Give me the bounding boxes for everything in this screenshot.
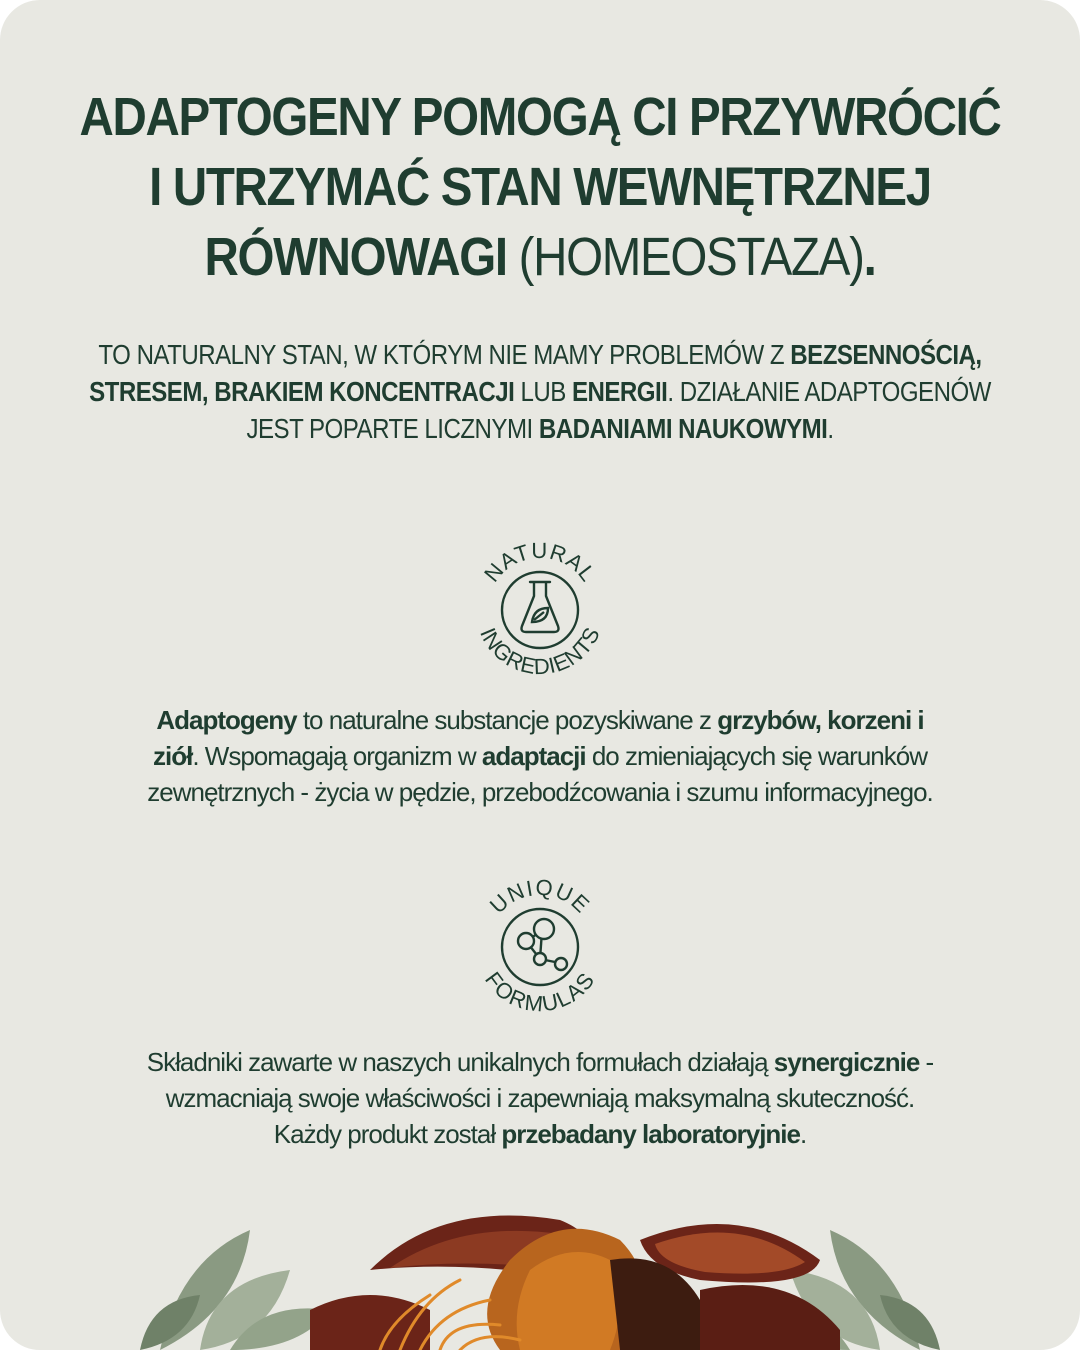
para-bold: przebadany laboratoryjnie: [501, 1119, 800, 1149]
headline-bold: RÓWNOWAGI: [204, 227, 507, 287]
badge-bottom-text: INGREDIENTS: [475, 623, 605, 680]
headline: [65, 82, 1015, 292]
para-text: .: [800, 1119, 807, 1149]
formulas-paragraph: [0, 1044, 1080, 1152]
headline-light: (HOMEOSTAZA): [506, 227, 864, 287]
para1-line-2: [0, 738, 1080, 774]
headline-end: .: [863, 227, 876, 287]
para1-line-1: [0, 702, 1080, 738]
lead-bold: BADANIAMI NAUKOWYMI: [538, 413, 828, 444]
para-text: to naturalne substancje pozyskiwane z: [296, 705, 718, 735]
lead-text: JEST POPARTE LICZNYMI: [246, 413, 539, 444]
para-bold: Adaptogeny: [156, 705, 297, 735]
lead-bold: ENERGII: [571, 376, 668, 407]
badge-top-text: NATURAL: [479, 537, 602, 587]
lead-line-1: [76, 336, 1005, 373]
headline-line-3: [65, 222, 1015, 292]
para-bold: synergicznie: [773, 1047, 920, 1077]
lead-text: TO NATURALNY STAN, W KTÓRYM NIE MAMY PROBLEMÓW Z: [98, 339, 791, 370]
adaptogens-paragraph: [0, 702, 1080, 810]
unique-formulas-badge: [460, 867, 620, 1027]
flask-leaf-icon: [502, 572, 578, 648]
para-text: Składniki zawarte w naszych unikalnych formułach działają: [146, 1047, 774, 1077]
para1-line-3: zewnętrznych - życia w pędzie, przebodźcowania i szumu informacyjnego.: [147, 777, 933, 807]
para-text: -: [919, 1047, 934, 1077]
para-text: . Wspomagają organizm w: [192, 741, 482, 771]
para2-line-1: [0, 1044, 1080, 1080]
para-bold: ziół: [152, 741, 193, 771]
badge-bottom-text: FORMULAS: [480, 967, 600, 1017]
sage-leaves-left: [140, 1230, 330, 1350]
natural-ingredients-badge: [460, 530, 620, 690]
para-bold: adaptacji: [481, 741, 586, 771]
para-text: Każdy produkt został: [273, 1119, 502, 1149]
lead-paragraph: [76, 336, 1005, 447]
badge-top-text: UNIQUE: [484, 874, 596, 919]
lead-line-3: [76, 410, 1005, 447]
headline-line-1: ADAPTOGENY POMOGĄ CI PRZYWRÓCIĆ: [79, 87, 1001, 147]
lead-text: LUB: [514, 376, 572, 407]
mushroom-herb-illustration: [140, 1200, 940, 1350]
para2-line-2: wzmacniają swoje właściwości i zapewniają maksymalną skuteczność.: [165, 1083, 915, 1113]
para2-line-3: [0, 1116, 1080, 1152]
para-bold: grzybów, korzeni i: [717, 705, 924, 735]
lead-bold: STRESEM, BRAKIEM KONCENTRACJI: [89, 376, 515, 407]
para-text: do zmieniających się warunków: [585, 741, 927, 771]
lead-line-2: [76, 373, 1005, 410]
headline-line-2: I UTRZYMAĆ STAN WEWNĘTRZNEJ: [149, 157, 931, 217]
lead-bold: BEZSENNOŚCIĄ,: [790, 339, 982, 370]
lead-text: . DZIAŁANIE ADAPTOGENÓW: [667, 376, 991, 407]
lead-text: .: [827, 413, 834, 444]
molecule-icon: [502, 909, 578, 985]
